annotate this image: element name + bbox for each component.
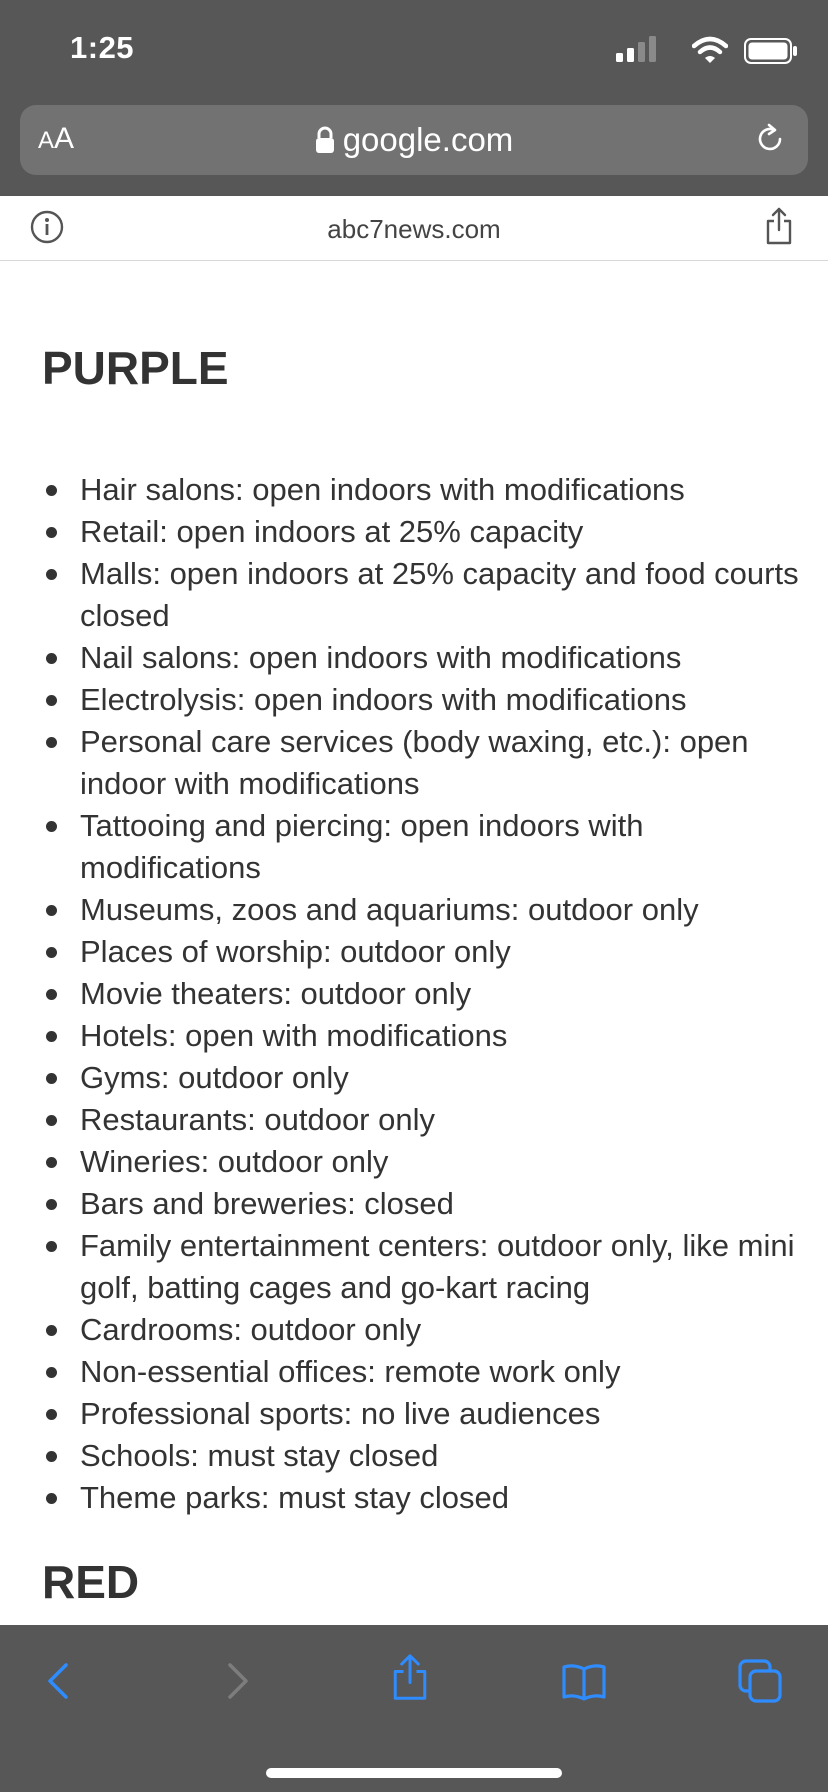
section-heading-purple: PURPLE [42, 342, 229, 394]
list-item: Theme parks: must stay closed [42, 1477, 802, 1519]
list-item: Wineries: outdoor only [42, 1141, 802, 1183]
list-item: Professional sports: no live audiences [42, 1393, 802, 1435]
article-content [0, 261, 828, 1625]
signal-icon [616, 36, 660, 62]
site-info-bar [0, 196, 828, 261]
share-icon[interactable] [386, 1653, 434, 1701]
share-icon[interactable] [764, 206, 794, 246]
list-item: Museums, zoos and aquariums: outdoor only [42, 889, 802, 931]
text-size-button[interactable]: AA [38, 122, 75, 155]
bookmarks-icon[interactable] [560, 1657, 608, 1705]
back-icon[interactable] [36, 1657, 84, 1705]
list-item: Hair salons: open indoors with modifications [42, 469, 802, 511]
restrictions-list [42, 469, 802, 1519]
list-item: Electrolysis: open indoors with modifications [42, 679, 802, 721]
list-item: Bars and breweries: closed [42, 1183, 802, 1225]
list-item: Cardrooms: outdoor only [42, 1309, 802, 1351]
list-item: Movie theaters: outdoor only [42, 973, 802, 1015]
list-item: Schools: must stay closed [42, 1435, 802, 1477]
site-domain: abc7news.com [327, 214, 501, 244]
list-item: Family entertainment centers: outdoor only, like mini golf, batting cages and go-kart racing [42, 1225, 802, 1309]
wifi-icon [692, 35, 728, 65]
lock-icon [315, 126, 335, 154]
list-item: Malls: open indoors at 25% capacity and food courts closed [42, 553, 802, 637]
url-text: google.com [342, 121, 514, 158]
list-item: Personal care services (body waxing, etc.): open indoor with modifications [42, 721, 802, 805]
list-item: Non-essential offices: remote work only [42, 1351, 802, 1393]
address-bar[interactable] [20, 105, 808, 175]
home-indicator[interactable] [266, 1768, 562, 1778]
browser-header [0, 100, 828, 196]
list-item: Places of worship: outdoor only [42, 931, 802, 973]
status-time: 1:25 [70, 30, 135, 65]
list-item: Restaurants: outdoor only [42, 1099, 802, 1141]
status-bar [0, 0, 828, 100]
list-item: Hotels: open with modifications [42, 1015, 802, 1057]
list-item: Retail: open indoors at 25% capacity [42, 511, 802, 553]
list-item: Nail salons: open indoors with modifications [42, 637, 802, 679]
forward-icon[interactable] [212, 1657, 260, 1705]
browser-toolbar [0, 1625, 828, 1792]
url-display[interactable] [20, 121, 808, 159]
list-item: Gyms: outdoor only [42, 1057, 802, 1099]
battery-icon [744, 38, 798, 64]
section-heading-red: RED [42, 1556, 140, 1608]
tabs-icon[interactable] [736, 1657, 784, 1705]
list-item: Tattooing and piercing: open indoors with modifications [42, 805, 802, 889]
reload-icon[interactable] [752, 121, 788, 157]
